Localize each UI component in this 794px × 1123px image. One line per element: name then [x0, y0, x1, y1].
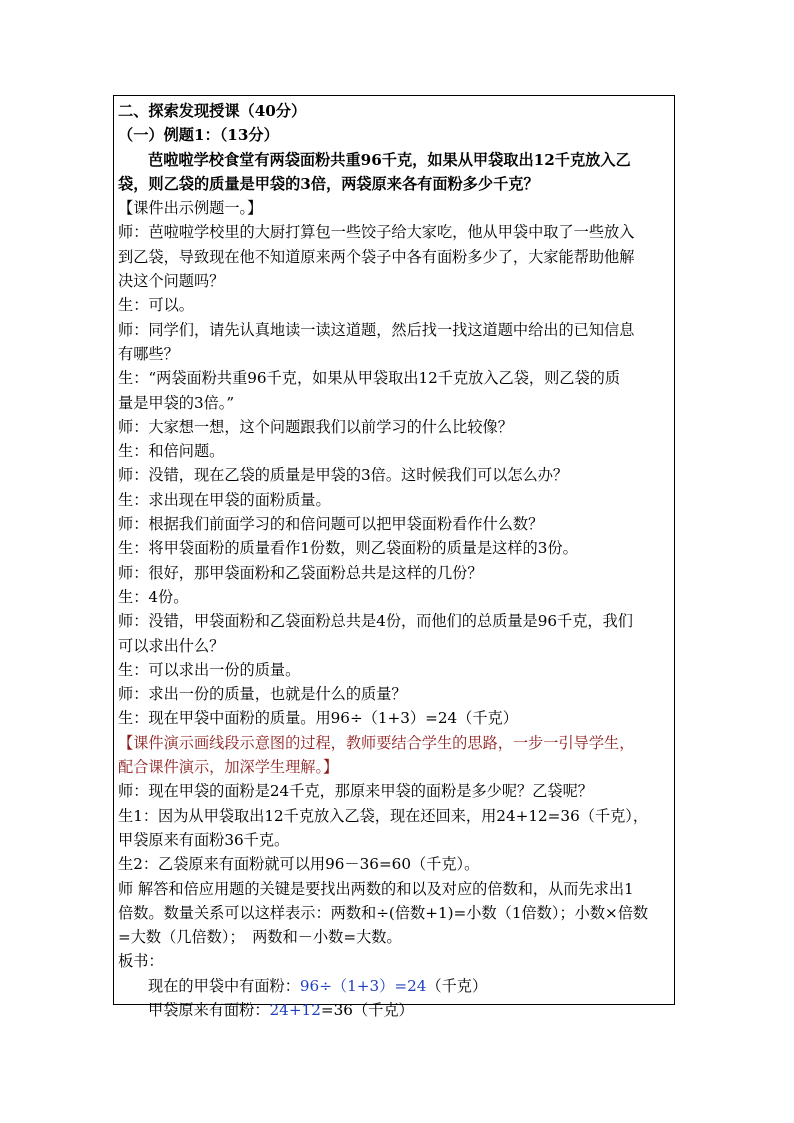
dialogue-line: 师：没错，现在乙袋的质量是甲袋的3倍。这时候我们可以怎么办？	[118, 466, 569, 485]
dialogue-line: 师：根据我们前面学习的和倍问题可以把甲袋面粉看作什么数？	[118, 515, 544, 534]
dialogue-line: 生：和倍问题。	[118, 442, 225, 461]
dialogue-line: 有哪些？	[118, 344, 179, 363]
dialogue-line: 生2：乙袋原来有面粉就可以用96－36=60（千克）。	[118, 855, 480, 874]
dialogue-line: 【课件出示例题一。】	[118, 199, 263, 218]
dialogue-line: 生：可以。	[118, 296, 194, 315]
dialogue-line: 量是甲袋的3倍。”	[118, 393, 235, 412]
section-title: 二、探索发现授课（40分）	[118, 102, 307, 120]
dialogue-line: 师：很好，那甲袋面粉和乙袋面粉总共是这样的几份？	[118, 563, 483, 582]
dialogue-line: 师 解答和倍应用题的关键是要找出两数的和以及对应的倍数和，从而先求出1	[118, 879, 634, 898]
dialogue-line: 生1：因为从甲袋取出12千克放入乙袋，现在还回来，用24+12=36（千克），	[118, 806, 649, 825]
dialogue-line: 师：大家想一想，这个问题跟我们以前学习的什么比较像？	[118, 417, 513, 436]
lesson-table-cell	[113, 95, 675, 1019]
dialogue-line: 生：“两袋面粉共重96千克，如果从甲袋取出12千克放入乙袋，则乙袋的质	[118, 369, 621, 388]
dialogue-line: 生：可以求出一份的质量。	[118, 660, 301, 679]
dialogue-line: 师：没错，甲袋面粉和乙袋面粉总共是4份，而他们的总质量是96千克，我们	[118, 612, 633, 631]
problem-line-2: 袋，则乙袋的质量是甲袋的3倍，两袋原来各有面粉多少千克？	[118, 174, 539, 193]
dialogue-line: 生：现在甲袋中面粉的质量。用96÷（1+3）=24（千克）	[118, 709, 518, 728]
dialogue-line: 师：芭啦啦学校里的大厨打算包一些饺子给大家吃，他从甲袋中取了一些放入	[118, 223, 635, 242]
dialogue-line: 生：将甲袋面粉的质量看作1份数，则乙袋面粉的质量是这样的3份。	[118, 539, 578, 558]
dialogue-line: 决这个问题吗？	[118, 272, 225, 291]
board-line-1	[118, 974, 674, 998]
board-line-2-label: 甲袋原来有面粉：	[148, 1000, 270, 1019]
board-line-2-formula: 24+12	[269, 1000, 321, 1019]
board-line-1-label: 现在的甲袋中有面粉：	[148, 976, 300, 995]
dialogue-line: 到乙袋，导致现在他不知道原来两个袋子中各有面粉多少了，大家能帮助他解	[118, 247, 635, 266]
board-line-2	[118, 998, 674, 1022]
dialogue-line: 甲袋原来有面粉36千克。	[118, 830, 290, 849]
dialogue-line: 生：4份。	[118, 587, 189, 606]
dialogue-line: 师：同学们，请先认真地读一读这道题，然后找一找这道题中给出的已知信息	[118, 320, 635, 339]
board-line-1-formula: 96÷（1+3）=24	[299, 976, 427, 995]
board-line-1-unit: （千克）	[426, 976, 488, 995]
dialogue-line: 师：现在甲袋的面粉是24千克，那原来甲袋的面粉是多少呢？乙袋呢？	[118, 782, 593, 801]
courseware-note-line-2: 配合课件演示，加深学生理解。】	[118, 758, 339, 777]
board-heading: 板书：	[118, 952, 164, 971]
problem-line-1: 芭啦啦学校食堂有两袋面粉共重96千克，如果从甲袋取出12千克放入乙	[148, 150, 631, 169]
dialogue-line: 师：求出一份的质量，也就是什么的质量？	[118, 685, 407, 704]
example-title: （一）例题1：（13分）	[118, 126, 279, 145]
dialogue-line: 可以求出什么？	[118, 636, 225, 655]
board-line-2-rest: =36（千克）	[320, 1000, 414, 1019]
lesson-content	[118, 99, 674, 1022]
dialogue-line: =大数（几倍数）； 两数和－小数=大数。	[118, 928, 402, 947]
dialogue-line: 生：求出现在甲袋的面粉质量。	[118, 490, 331, 509]
dialogue-line: 倍数。数量关系可以这样表示：两数和÷(倍数+1)=小数（1倍数）；小数×倍数	[118, 903, 649, 922]
courseware-note-line-1: 【课件演示画线段示意图的过程，教师要结合学生的思路，一步一引导学生，	[118, 733, 635, 752]
